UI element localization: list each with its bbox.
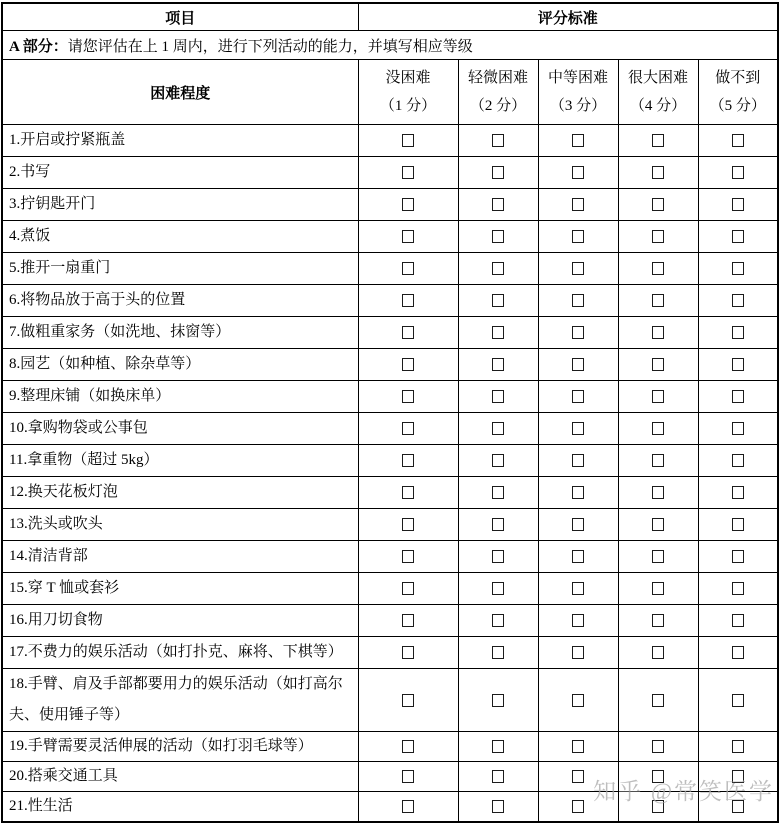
score-level-header-1 bbox=[358, 60, 458, 125]
item-label: 7.做粗重家务（如洗地、抹窗等） bbox=[2, 317, 358, 349]
checkbox-icon[interactable] bbox=[732, 740, 744, 753]
checkbox-icon[interactable] bbox=[652, 262, 664, 275]
checkbox-cell[interactable] bbox=[458, 541, 538, 573]
checkbox-icon[interactable] bbox=[402, 614, 414, 627]
checkbox-icon[interactable] bbox=[492, 326, 504, 339]
checkbox-cell[interactable] bbox=[458, 125, 538, 157]
checkbox-icon[interactable] bbox=[402, 770, 414, 783]
checkbox-cell[interactable] bbox=[538, 762, 618, 792]
checkbox-cell[interactable] bbox=[538, 732, 618, 762]
table-row-13 bbox=[2, 509, 778, 541]
checkbox-cell[interactable] bbox=[618, 445, 698, 477]
table-row-1 bbox=[2, 125, 778, 157]
checkbox-icon[interactable] bbox=[732, 646, 744, 659]
checkbox-icon[interactable] bbox=[492, 582, 504, 595]
table-row-10 bbox=[2, 413, 778, 445]
checkbox-cell[interactable] bbox=[698, 253, 778, 285]
item-label: 9.整理床铺（如换床单） bbox=[2, 381, 358, 413]
level-label: 没困难 bbox=[385, 70, 431, 86]
checkbox-icon[interactable] bbox=[492, 740, 504, 753]
checkbox-icon[interactable] bbox=[732, 134, 744, 147]
checkbox-cell[interactable] bbox=[618, 605, 698, 637]
checkbox-icon[interactable] bbox=[402, 326, 414, 339]
level-label: 很大困难 bbox=[627, 70, 688, 86]
table-row-16 bbox=[2, 605, 778, 637]
checkbox-cell[interactable] bbox=[458, 792, 538, 823]
table-row-11 bbox=[2, 445, 778, 477]
section-a-instruction: 请您评估在上 1 周内，进行下列活动的能力，并填写相应等级 bbox=[67, 38, 473, 55]
checkbox-icon[interactable] bbox=[652, 740, 664, 753]
checkbox-icon[interactable] bbox=[732, 486, 744, 499]
checkbox-cell[interactable] bbox=[358, 732, 458, 762]
checkbox-icon[interactable] bbox=[492, 518, 504, 531]
checkbox-icon[interactable] bbox=[652, 582, 664, 595]
checkbox-icon[interactable] bbox=[732, 694, 744, 707]
section-a-label: A 部分： bbox=[9, 38, 68, 55]
checkbox-icon[interactable] bbox=[572, 390, 584, 403]
checkbox-cell[interactable] bbox=[538, 381, 618, 413]
checkbox-cell[interactable] bbox=[538, 157, 618, 189]
table-row-12 bbox=[2, 477, 778, 509]
table-row-14 bbox=[2, 541, 778, 573]
checkbox-cell[interactable] bbox=[698, 732, 778, 762]
checkbox-cell[interactable] bbox=[458, 762, 538, 792]
checkbox-icon[interactable] bbox=[652, 422, 664, 435]
checkbox-cell[interactable] bbox=[538, 221, 618, 253]
item-label: 16.用刀切食物 bbox=[2, 605, 358, 637]
level-label: 中等困难 bbox=[547, 70, 608, 86]
checkbox-cell[interactable] bbox=[698, 413, 778, 445]
level-score: （4 分） bbox=[629, 98, 687, 114]
checkbox-cell[interactable] bbox=[618, 189, 698, 221]
table-row-20 bbox=[2, 762, 778, 792]
checkbox-icon[interactable] bbox=[492, 390, 504, 403]
item-label: 5.推开一扇重门 bbox=[2, 253, 358, 285]
checkbox-cell[interactable] bbox=[698, 509, 778, 541]
table-row-2 bbox=[2, 157, 778, 189]
checkbox-cell[interactable] bbox=[358, 285, 458, 317]
checkbox-icon[interactable] bbox=[402, 134, 414, 147]
checkbox-cell[interactable] bbox=[618, 157, 698, 189]
checkbox-icon[interactable] bbox=[402, 390, 414, 403]
checkbox-cell[interactable] bbox=[538, 189, 618, 221]
checkbox-cell[interactable] bbox=[458, 253, 538, 285]
checkbox-cell[interactable] bbox=[538, 541, 618, 573]
checkbox-cell[interactable] bbox=[538, 317, 618, 349]
checkbox-icon[interactable] bbox=[732, 454, 744, 467]
checkbox-icon[interactable] bbox=[652, 646, 664, 659]
checkbox-icon[interactable] bbox=[402, 230, 414, 243]
checkbox-cell[interactable] bbox=[698, 762, 778, 792]
checkbox-icon[interactable] bbox=[732, 294, 744, 307]
checkbox-icon[interactable] bbox=[492, 358, 504, 371]
checkbox-icon[interactable] bbox=[402, 694, 414, 707]
checkbox-icon[interactable] bbox=[492, 230, 504, 243]
checkbox-cell[interactable] bbox=[358, 573, 458, 605]
checkbox-icon[interactable] bbox=[732, 770, 744, 783]
checkbox-cell[interactable] bbox=[618, 221, 698, 253]
checkbox-icon[interactable] bbox=[402, 422, 414, 435]
checkbox-icon[interactable] bbox=[572, 550, 584, 563]
col-header-score: 评分标准 bbox=[358, 3, 778, 31]
checkbox-icon[interactable] bbox=[402, 262, 414, 275]
section-a-row bbox=[2, 31, 778, 60]
checkbox-cell[interactable] bbox=[358, 125, 458, 157]
checkbox-cell[interactable] bbox=[618, 349, 698, 381]
checkbox-cell[interactable] bbox=[458, 445, 538, 477]
level-label: 轻微困难 bbox=[467, 70, 528, 86]
item-label: 15.穿 T 恤或套衫 bbox=[2, 573, 358, 605]
checkbox-icon[interactable] bbox=[402, 582, 414, 595]
checkbox-icon[interactable] bbox=[572, 294, 584, 307]
checkbox-icon[interactable] bbox=[492, 422, 504, 435]
checkbox-icon[interactable] bbox=[732, 518, 744, 531]
checkbox-cell[interactable] bbox=[538, 573, 618, 605]
checkbox-cell[interactable] bbox=[618, 732, 698, 762]
item-label: 21.性生活 bbox=[2, 792, 358, 823]
checkbox-cell[interactable] bbox=[458, 509, 538, 541]
item-label: 18.手臂、肩及手部都要用力的娱乐活动（如打高尔夫、使用锤子等） bbox=[2, 669, 358, 732]
checkbox-cell[interactable] bbox=[698, 285, 778, 317]
checkbox-icon[interactable] bbox=[402, 486, 414, 499]
checkbox-cell[interactable] bbox=[698, 349, 778, 381]
checkbox-cell[interactable] bbox=[698, 605, 778, 637]
checkbox-icon[interactable] bbox=[732, 262, 744, 275]
checkbox-cell[interactable] bbox=[358, 792, 458, 823]
col-header-item: 项目 bbox=[2, 3, 358, 31]
checkbox-cell[interactable] bbox=[698, 573, 778, 605]
checkbox-cell[interactable] bbox=[538, 669, 618, 732]
checkbox-cell[interactable] bbox=[698, 189, 778, 221]
checkbox-cell[interactable] bbox=[698, 637, 778, 669]
table-row-3 bbox=[2, 189, 778, 221]
checkbox-cell[interactable] bbox=[618, 125, 698, 157]
checkbox-cell[interactable] bbox=[618, 669, 698, 732]
checkbox-cell[interactable] bbox=[358, 669, 458, 732]
checkbox-icon[interactable] bbox=[402, 454, 414, 467]
checkbox-icon[interactable] bbox=[572, 198, 584, 211]
checkbox-cell[interactable] bbox=[618, 762, 698, 792]
checkbox-cell[interactable] bbox=[358, 413, 458, 445]
level-score: （1 分） bbox=[379, 98, 437, 114]
table-row-15 bbox=[2, 573, 778, 605]
checkbox-cell[interactable] bbox=[458, 349, 538, 381]
score-level-header-2 bbox=[458, 60, 538, 125]
level-label: 做不到 bbox=[715, 70, 761, 86]
watermark: 知乎 @常笑医学 bbox=[593, 779, 774, 804]
table-row-6 bbox=[2, 285, 778, 317]
item-label: 14.清洁背部 bbox=[2, 541, 358, 573]
checkbox-icon[interactable] bbox=[732, 230, 744, 243]
checkbox-icon[interactable] bbox=[492, 134, 504, 147]
table-header-row bbox=[2, 3, 778, 31]
score-level-header-4 bbox=[618, 60, 698, 125]
checkbox-cell[interactable] bbox=[358, 605, 458, 637]
checkbox-icon[interactable] bbox=[572, 230, 584, 243]
checkbox-cell[interactable] bbox=[458, 732, 538, 762]
checkbox-icon[interactable] bbox=[492, 646, 504, 659]
checkbox-cell[interactable] bbox=[458, 413, 538, 445]
checkbox-icon[interactable] bbox=[492, 694, 504, 707]
dash-questionnaire-table bbox=[1, 2, 779, 823]
checkbox-cell[interactable] bbox=[358, 221, 458, 253]
table-row-8 bbox=[2, 349, 778, 381]
difficulty-header: 困难程度 bbox=[2, 60, 358, 125]
checkbox-icon[interactable] bbox=[572, 326, 584, 339]
checkbox-cell[interactable] bbox=[358, 477, 458, 509]
checkbox-cell[interactable] bbox=[538, 413, 618, 445]
checkbox-cell[interactable] bbox=[358, 157, 458, 189]
checkbox-icon[interactable] bbox=[402, 740, 414, 753]
checkbox-cell[interactable] bbox=[618, 285, 698, 317]
checkbox-icon[interactable] bbox=[652, 326, 664, 339]
table-row-19 bbox=[2, 732, 778, 762]
checkbox-icon[interactable] bbox=[732, 550, 744, 563]
level-score: （2 分） bbox=[469, 98, 527, 114]
checkbox-icon[interactable] bbox=[402, 294, 414, 307]
checkbox-icon[interactable] bbox=[402, 550, 414, 563]
checkbox-cell[interactable] bbox=[458, 221, 538, 253]
level-score: （5 分） bbox=[709, 98, 766, 114]
table-row-4 bbox=[2, 221, 778, 253]
checkbox-cell[interactable] bbox=[538, 253, 618, 285]
checkbox-icon[interactable] bbox=[402, 358, 414, 371]
checkbox-icon[interactable] bbox=[652, 770, 664, 783]
checkbox-cell[interactable] bbox=[698, 541, 778, 573]
section-a-cell bbox=[2, 31, 778, 60]
checkbox-icon[interactable] bbox=[732, 326, 744, 339]
checkbox-cell[interactable] bbox=[698, 792, 778, 823]
checkbox-icon[interactable] bbox=[572, 694, 584, 707]
table-row-5 bbox=[2, 253, 778, 285]
checkbox-cell[interactable] bbox=[458, 573, 538, 605]
checkbox-icon[interactable] bbox=[402, 800, 414, 813]
checkbox-cell[interactable] bbox=[458, 317, 538, 349]
checkbox-icon[interactable] bbox=[492, 198, 504, 211]
checkbox-icon[interactable] bbox=[402, 646, 414, 659]
item-label: 19.手臂需要灵活伸展的活动（如打羽毛球等） bbox=[2, 732, 358, 762]
checkbox-icon[interactable] bbox=[492, 770, 504, 783]
checkbox-icon[interactable] bbox=[572, 422, 584, 435]
checkbox-icon[interactable] bbox=[732, 800, 744, 813]
checkbox-cell[interactable] bbox=[358, 349, 458, 381]
checkbox-icon[interactable] bbox=[732, 614, 744, 627]
checkbox-icon[interactable] bbox=[652, 454, 664, 467]
checkbox-icon[interactable] bbox=[652, 230, 664, 243]
checkbox-icon[interactable] bbox=[652, 358, 664, 371]
checkbox-cell[interactable] bbox=[458, 381, 538, 413]
item-label: 20.搭乘交通工具 bbox=[2, 762, 358, 792]
checkbox-cell[interactable] bbox=[358, 381, 458, 413]
item-label: 1.开启或拧紧瓶盖 bbox=[2, 125, 358, 157]
checkbox-cell[interactable] bbox=[358, 637, 458, 669]
checkbox-cell[interactable] bbox=[538, 125, 618, 157]
checkbox-cell[interactable] bbox=[358, 762, 458, 792]
score-level-header-3 bbox=[538, 60, 618, 125]
checkbox-icon[interactable] bbox=[652, 614, 664, 627]
checkbox-cell[interactable] bbox=[698, 221, 778, 253]
checkbox-icon[interactable] bbox=[572, 486, 584, 499]
checkbox-cell[interactable] bbox=[538, 509, 618, 541]
checkbox-cell[interactable] bbox=[458, 637, 538, 669]
checkbox-icon[interactable] bbox=[492, 550, 504, 563]
checkbox-cell[interactable] bbox=[698, 669, 778, 732]
checkbox-icon[interactable] bbox=[732, 358, 744, 371]
item-label: 4.煮饭 bbox=[2, 221, 358, 253]
checkbox-icon[interactable] bbox=[572, 646, 584, 659]
item-label: 3.拧钥匙开门 bbox=[2, 189, 358, 221]
checkbox-cell[interactable] bbox=[698, 157, 778, 189]
checkbox-cell[interactable] bbox=[538, 792, 618, 823]
item-label: 17.不费力的娱乐活动（如打扑克、麻将、下棋等） bbox=[2, 637, 358, 669]
checkbox-cell[interactable] bbox=[698, 381, 778, 413]
checkbox-cell[interactable] bbox=[458, 477, 538, 509]
checkbox-cell[interactable] bbox=[618, 573, 698, 605]
checkbox-icon[interactable] bbox=[572, 800, 584, 813]
checkbox-icon[interactable] bbox=[652, 800, 664, 813]
checkbox-cell[interactable] bbox=[538, 349, 618, 381]
score-level-header-row bbox=[2, 60, 778, 125]
checkbox-icon[interactable] bbox=[492, 614, 504, 627]
checkbox-cell[interactable] bbox=[358, 317, 458, 349]
checkbox-cell[interactable] bbox=[458, 189, 538, 221]
checkbox-icon[interactable] bbox=[732, 198, 744, 211]
checkbox-icon[interactable] bbox=[402, 198, 414, 211]
checkbox-icon[interactable] bbox=[572, 134, 584, 147]
checkbox-icon[interactable] bbox=[732, 582, 744, 595]
checkbox-cell[interactable] bbox=[698, 125, 778, 157]
item-label: 8.园艺（如种植、除杂草等） bbox=[2, 349, 358, 381]
checkbox-icon[interactable] bbox=[572, 262, 584, 275]
checkbox-icon[interactable] bbox=[732, 390, 744, 403]
table-row-7 bbox=[2, 317, 778, 349]
checkbox-icon[interactable] bbox=[572, 740, 584, 753]
checkbox-icon[interactable] bbox=[652, 294, 664, 307]
table-row-9 bbox=[2, 381, 778, 413]
checkbox-icon[interactable] bbox=[652, 694, 664, 707]
checkbox-cell[interactable] bbox=[358, 253, 458, 285]
checkbox-cell[interactable] bbox=[538, 285, 618, 317]
checkbox-cell[interactable] bbox=[618, 509, 698, 541]
checkbox-icon[interactable] bbox=[732, 422, 744, 435]
checkbox-icon[interactable] bbox=[492, 294, 504, 307]
checkbox-icon[interactable] bbox=[572, 518, 584, 531]
level-score: （3 分） bbox=[549, 98, 607, 114]
checkbox-icon[interactable] bbox=[652, 166, 664, 179]
checkbox-cell[interactable] bbox=[358, 509, 458, 541]
item-label: 12.换天花板灯泡 bbox=[2, 477, 358, 509]
table-row-18 bbox=[2, 669, 778, 732]
checkbox-cell[interactable] bbox=[538, 605, 618, 637]
checkbox-icon[interactable] bbox=[572, 166, 584, 179]
checkbox-cell[interactable] bbox=[538, 445, 618, 477]
checkbox-icon[interactable] bbox=[492, 454, 504, 467]
checkbox-cell[interactable] bbox=[538, 637, 618, 669]
item-label: 2.书写 bbox=[2, 157, 358, 189]
checkbox-icon[interactable] bbox=[492, 166, 504, 179]
item-label: 10.拿购物袋或公事包 bbox=[2, 413, 358, 445]
checkbox-cell[interactable] bbox=[618, 413, 698, 445]
checkbox-icon[interactable] bbox=[492, 800, 504, 813]
item-label: 13.洗头或吹头 bbox=[2, 509, 358, 541]
checkbox-icon[interactable] bbox=[572, 454, 584, 467]
checkbox-icon[interactable] bbox=[572, 358, 584, 371]
checkbox-icon[interactable] bbox=[732, 166, 744, 179]
table-row-21 bbox=[2, 792, 778, 823]
checkbox-cell[interactable] bbox=[538, 477, 618, 509]
checkbox-cell[interactable] bbox=[618, 381, 698, 413]
checkbox-icon[interactable] bbox=[492, 262, 504, 275]
checkbox-icon[interactable] bbox=[652, 550, 664, 563]
checkbox-cell[interactable] bbox=[618, 317, 698, 349]
checkbox-icon[interactable] bbox=[652, 134, 664, 147]
checkbox-cell[interactable] bbox=[458, 669, 538, 732]
checkbox-cell[interactable] bbox=[458, 605, 538, 637]
checkbox-cell[interactable] bbox=[358, 445, 458, 477]
checkbox-cell[interactable] bbox=[618, 637, 698, 669]
checkbox-cell[interactable] bbox=[358, 541, 458, 573]
checkbox-cell[interactable] bbox=[698, 445, 778, 477]
checkbox-cell[interactable] bbox=[618, 541, 698, 573]
checkbox-cell[interactable] bbox=[358, 189, 458, 221]
item-label: 11.拿重物（超过 5kg） bbox=[2, 445, 358, 477]
score-level-header-5 bbox=[698, 60, 778, 125]
checkbox-icon[interactable] bbox=[572, 614, 584, 627]
checkbox-icon[interactable] bbox=[652, 198, 664, 211]
checkbox-cell[interactable] bbox=[698, 317, 778, 349]
checkbox-cell[interactable] bbox=[458, 157, 538, 189]
checkbox-icon[interactable] bbox=[652, 390, 664, 403]
table-row-17 bbox=[2, 637, 778, 669]
checkbox-icon[interactable] bbox=[572, 770, 584, 783]
checkbox-cell[interactable] bbox=[698, 477, 778, 509]
checkbox-cell[interactable] bbox=[618, 477, 698, 509]
checkbox-cell[interactable] bbox=[458, 285, 538, 317]
checkbox-icon[interactable] bbox=[572, 582, 584, 595]
checkbox-cell[interactable] bbox=[618, 253, 698, 285]
checkbox-icon[interactable] bbox=[492, 486, 504, 499]
checkbox-icon[interactable] bbox=[652, 486, 664, 499]
checkbox-cell[interactable] bbox=[618, 792, 698, 823]
checkbox-icon[interactable] bbox=[402, 166, 414, 179]
item-label: 6.将物品放于高于头的位置 bbox=[2, 285, 358, 317]
checkbox-icon[interactable] bbox=[652, 518, 664, 531]
checkbox-icon[interactable] bbox=[402, 518, 414, 531]
